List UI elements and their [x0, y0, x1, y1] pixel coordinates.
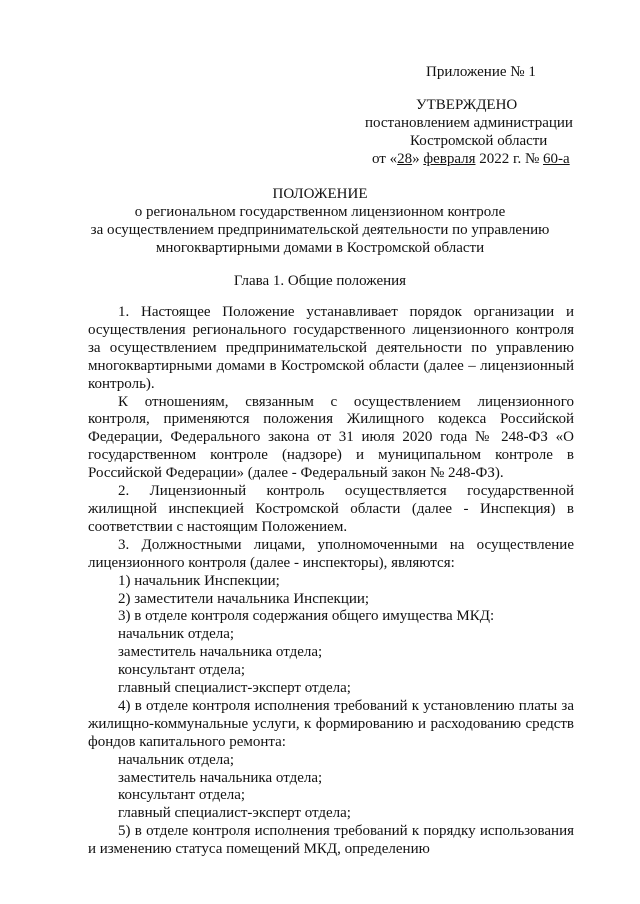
list-item: 1) начальник Инспекции; [118, 572, 280, 589]
list-item: 3) в отделе контроля содержания общего имущества МКД: [118, 608, 495, 625]
chapter-heading: Глава 1. Общие положения [233, 273, 407, 289]
approved-region: Костромской области [410, 133, 548, 149]
paragraph-1: 1. Настоящее Положение устанавливает порядок организации и осуществления регионального государственного лицензионного контроля за осуществлением предпринимательской деятельности по управлению многоквартирными домами в Костромской области (далее – лицензионный контроль). [88, 304, 574, 392]
list-item: консультант отдела; [118, 662, 246, 679]
list-item: начальник отдела; [118, 626, 235, 643]
approved-by-text: постановлением администрации [365, 115, 573, 131]
decree-month: февраля [423, 151, 476, 167]
paragraph-3: 2. Лицензионный контроль осуществляется государственной жилищной инспекцией Костромской области (далее - Инспекция) в соответствии с настоящим Положением. [88, 483, 574, 535]
date-prefix: от « [372, 151, 398, 167]
date-mid: » [412, 151, 424, 167]
list-item: заместитель начальника отдела; [118, 769, 323, 786]
document-subtitle-1: о региональном государственном лицензионном контроле [134, 204, 506, 220]
date-suffix: 2022 г. № [475, 151, 544, 167]
document-subtitle-3: многоквартирными домами в Костромской области [155, 240, 485, 256]
list-item: консультант отдела; [118, 787, 246, 804]
list-item: заместитель начальника отдела; [118, 644, 323, 661]
list-item: главный специалист-эксперт отдела; [118, 805, 351, 822]
paragraph-4: 3. Должностными лицами, уполномоченными на осуществление лицензионного контроля (далее - инспекторы), являются: [88, 536, 574, 571]
list-item: главный специалист-эксперт отдела; [118, 680, 351, 697]
list-item: 5) в отделе контроля исполнения требований к порядку использования и изменению статуса помещений МКД, определению [88, 823, 574, 858]
document-subtitle-2: за осуществлением предпринимательской деятельности по управлению [90, 222, 550, 238]
list-item: 4) в отделе контроля исполнения требований к установлению платы за жилищно-коммунальные услуги, к формированию и расходованию средств фондов капитального ремонта: [88, 697, 574, 750]
list-item: 2) заместители начальника Инспекции; [118, 590, 370, 607]
approved-stamp: УТВЕРЖДЕНО [416, 97, 518, 113]
document-title: ПОЛОЖЕНИЕ [272, 186, 368, 202]
list-item: начальник отдела; [118, 751, 235, 768]
appendix-label: Приложение № 1 [426, 64, 536, 80]
document-body [88, 304, 574, 859]
decree-number: 60-а [543, 151, 570, 167]
decree-date-line [372, 150, 570, 168]
decree-day: 28 [397, 151, 413, 167]
paragraph-2: К отношениям, связанным с осуществлением лицензионного контроля, применяются положения Жилищного кодекса Российской Федерации, Федерального закона от 31 июля 2020 года № 248-ФЗ «О государственном контроле (надзоре) и муниципальном контроле в Российской Федерации» (далее - Федеральный закон № 248-ФЗ). [88, 393, 574, 482]
